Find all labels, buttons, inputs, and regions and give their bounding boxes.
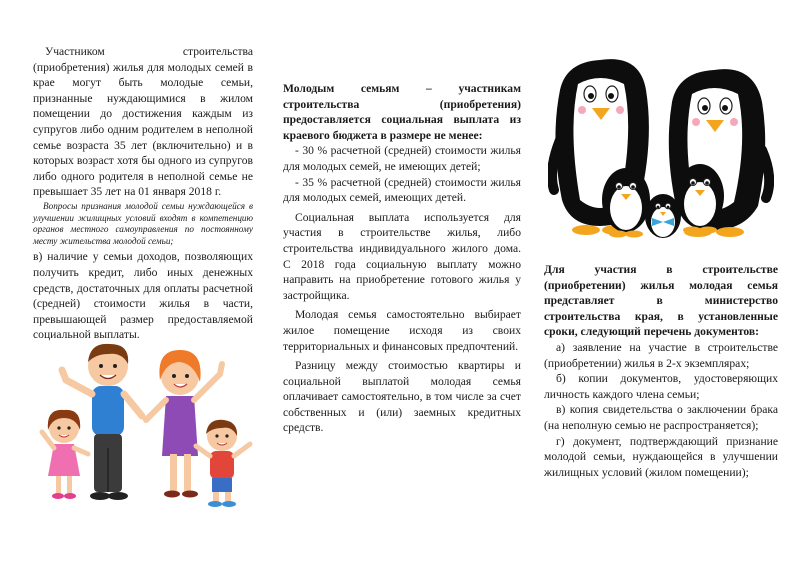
penguin-baby [645,194,681,238]
subsidy-item-with-children: - 35 % расчетной (средней) стоимости жилья для молодых семей, имеющих детей. [283,175,521,205]
eligibility-note: Вопросы признания молодой семьи нуждающейся в улучшении жилищных условий входят в компетенцию органов местного самоуправления по постоянному месту жительства молодой семьи; [33,200,253,246]
subsidy-heading: Молодым семьям – участникам строительства (приобретения) предоставляется социальная выплата из краевого бюджета в размере не менее: [283,82,521,142]
son-figure [196,420,250,507]
column-subsidy [283,81,521,436]
document-item-d: г) документ, подтверждающий признание молодой семьи, нуждающейся в улучшении жилищных условий (жилом помещении); [544,434,778,479]
subsidy-item-no-children: - 30 % расчетной (средней) стоимости жилья для молодых семей, не имеющих детей; [283,144,521,173]
documents-heading: Для участия в строительстве (приобретении) жилья молодая семья представляет в министерство строительства края, в установленные сроки, следующий перечень документов: [544,263,778,339]
subsidy-usage-paragraph: Социальная выплата используется для участия в строительстве жилья, либо строительства индивидуального жилого дома. С 2018 года социальную выплату можно направить на приобретение готового жилья у застройщика. [283,210,521,302]
daughter-figure [42,410,88,499]
column-documents [544,262,778,480]
document-item-b: б) копии документов, удостоверяющих личность каждого члена семьи; [544,372,778,401]
housing-choice-paragraph: Молодая семья самостоятельно выбирает жилое помещение исходя из своих территориальных и финансовых предпочтений. [283,308,521,353]
penguin-family-illustration [548,50,774,242]
document-item-a: а) заявление на участие в строительстве (приобретении) жилья в 2-х экземплярах; [544,340,778,370]
document-item-c: в) копия свидетельства о заключении брака (на неполную семью не распространяется); [544,403,778,432]
column-eligibility [33,44,253,343]
price-difference-paragraph: Разницу между стоимостью квартиры и социальной выплатой молодая семья оплачивает самостоятельно, в том числе за счет собственных и (или) заемных кредитных средств. [283,359,521,435]
family-illustration [38,336,258,518]
income-requirement: в) наличие у семьи доходов, позволяющих получить кредит, либо иных денежных средств, достаточных для оплаты расчетной (средней) стоимости жилья в части, превышающей размер предоставляемой социальной выплаты. [33,250,253,342]
eligibility-paragraph: Участником строительства (приобретения) жилья для молодых семей в крае могут быть молодые семьи, признанные нуждающимися в жилом помещении до достижения каждым из супругов либо одним родителем в неполной семье возраста 35 лет (включительно) и в которых возраст хотя бы одного из супругов либо одного родителя в неполной семье не превышает 35 лет на 01 января 2018 г. [33,45,253,199]
